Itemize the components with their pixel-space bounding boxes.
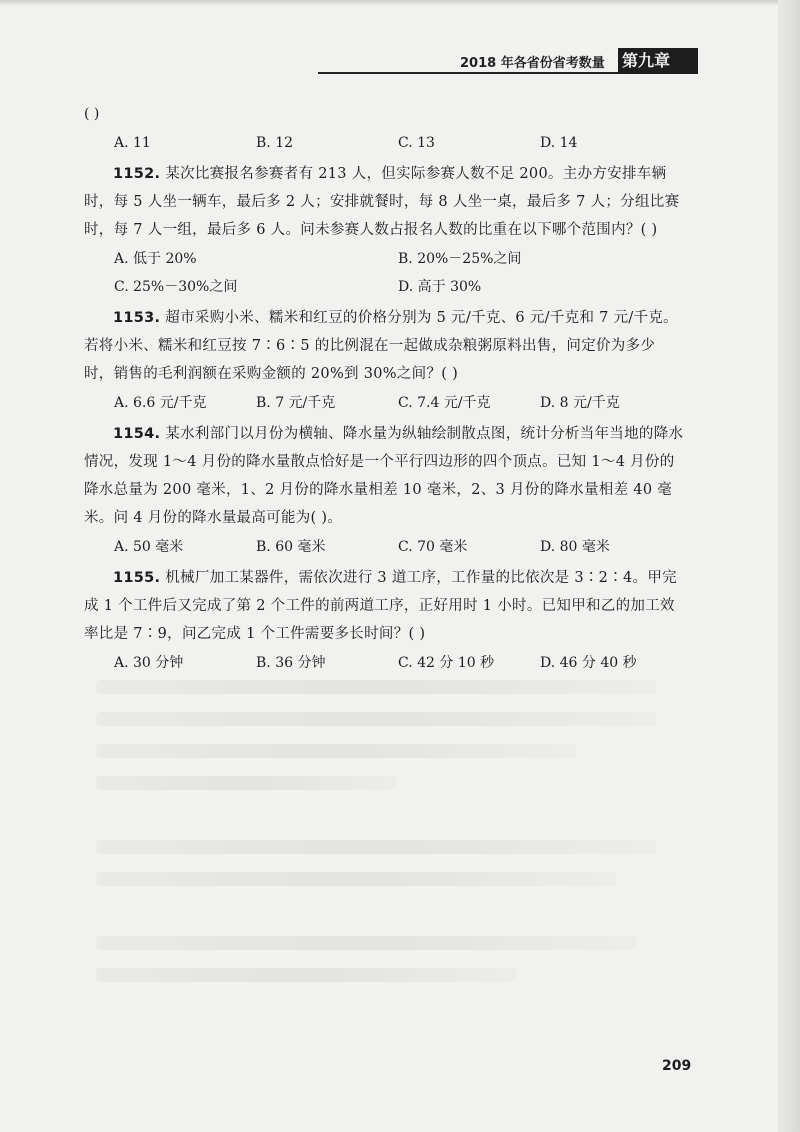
option-d: D. 14 bbox=[540, 135, 578, 151]
option-b: B. 7 元/千克 bbox=[256, 395, 336, 411]
option-c: C. 7.4 元/千克 bbox=[398, 395, 491, 411]
page-edge bbox=[778, 0, 800, 1132]
page-number: 209 bbox=[662, 1058, 692, 1074]
bleed-through-line bbox=[96, 712, 656, 726]
option-a: A. 11 bbox=[114, 135, 151, 151]
question-text: 某次比赛报名参赛者有 213 人，但实际参赛人数不足 200。主办方安排车辆时，每 5 人坐一辆车，最后多 2 人；安排就餐时，每 8 人坐一桌，最后多 7 人；分组比赛时，每 7 人一组，最后多 6 人。问未参赛人数占报名人数的比重在以下哪个范围内？( ) bbox=[84, 166, 680, 238]
question-number: 1152. bbox=[113, 166, 161, 182]
question-1153 bbox=[84, 304, 684, 388]
question-text: 超市采购小米、糯米和红豆的价格分别为 5 元/千克、6 元/千克和 7 元/千克。若将小米、糯米和红豆按 7∶6∶5 的比例混在一起做成杂粮粥原料出售，问定价为多少时，销售的毛利润额在采购金额的 20%到 30%之间？( ) bbox=[84, 310, 678, 382]
option-d: D. 46 分 40 秒 bbox=[540, 655, 637, 671]
bleed-through-line bbox=[96, 968, 516, 982]
question-number: 1153. bbox=[113, 310, 161, 326]
question-1153-options bbox=[84, 388, 684, 418]
option-b: B. 20%－25%之间 bbox=[398, 251, 522, 267]
option-a: A. 低于 20% bbox=[114, 251, 197, 267]
question-1155-options bbox=[84, 648, 684, 678]
page-content bbox=[84, 100, 684, 678]
option-d: D. 8 元/千克 bbox=[540, 395, 620, 411]
option-c: C. 70 毫米 bbox=[398, 539, 468, 555]
answer-blank: ( ) bbox=[84, 106, 100, 122]
question-1154-options bbox=[84, 532, 684, 562]
option-c: C. 42 分 10 秒 bbox=[398, 655, 495, 671]
bleed-through-line bbox=[96, 872, 616, 886]
bleed-through-line bbox=[96, 680, 656, 694]
running-header bbox=[318, 48, 698, 74]
question-number: 1154. bbox=[113, 426, 161, 442]
bleed-through-line bbox=[96, 936, 636, 950]
option-b: B. 12 bbox=[256, 135, 294, 151]
question-text: 机械厂加工某器件，需依次进行 3 道工序，工作量的比依次是 3∶2∶4。甲完成 1 个工件后又完成了第 2 个工件的前两道工序，正好用时 1 小时。已知甲和乙的加工效率比是 7∶9，问乙完成 1 个工件需要多长时间？( ) bbox=[84, 570, 677, 642]
header-rule bbox=[318, 72, 618, 74]
bleed-through-line bbox=[96, 840, 656, 854]
option-a: A. 6.6 元/千克 bbox=[114, 395, 207, 411]
option-b: B. 36 分钟 bbox=[256, 655, 326, 671]
question-1152-options bbox=[84, 244, 684, 302]
bleed-through-line bbox=[96, 744, 576, 758]
option-a: A. 30 分钟 bbox=[114, 655, 184, 671]
option-c: C. 13 bbox=[398, 135, 435, 151]
question-1154 bbox=[84, 420, 684, 532]
chapter-tab: 第九章 bbox=[618, 48, 698, 74]
header-title: 2018 年各省份省考数量 bbox=[460, 56, 605, 71]
question-text: 某水利部门以月份为横轴、降水量为纵轴绘制散点图，统计分析当年当地的降水情况，发现 1～4 月份的降水量散点恰好是一个平行四边形的四个顶点。已知 1～4 月份的降水总量为 200 毫米，1、2 月份的降水量相差 10 毫米，2、3 月份的降水量相差 40 毫米。问 4 月份的降水量最高可能为( )。 bbox=[84, 426, 684, 526]
preceding-options bbox=[84, 128, 684, 158]
question-number: 1155. bbox=[113, 570, 161, 586]
question-1152 bbox=[84, 160, 684, 244]
option-d: D. 80 毫米 bbox=[540, 539, 610, 555]
bleed-through-line bbox=[96, 776, 396, 790]
option-b: B. 60 毫米 bbox=[256, 539, 326, 555]
scan-top-shadow bbox=[0, 0, 800, 6]
option-a: A. 50 毫米 bbox=[114, 539, 184, 555]
option-d: D. 高于 30% bbox=[398, 279, 482, 295]
question-1155 bbox=[84, 564, 684, 648]
option-c: C. 25%－30%之间 bbox=[114, 279, 238, 295]
